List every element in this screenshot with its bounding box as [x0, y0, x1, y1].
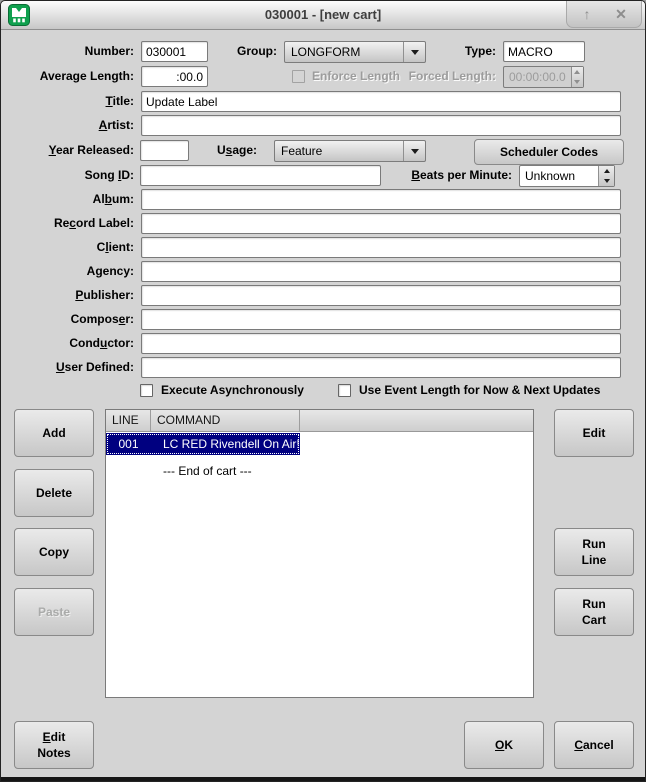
- copy-button[interactable]: Copy: [14, 528, 94, 576]
- use-event-length-checkbox[interactable]: [338, 384, 351, 397]
- album-label: Album:: [92, 192, 134, 206]
- macro-list-header: [106, 410, 533, 432]
- composer-input[interactable]: [141, 309, 621, 330]
- average-length-label: Average Length:: [39, 69, 134, 83]
- window-bottom-edge: [1, 777, 645, 781]
- agency-label: Agency:: [86, 264, 134, 278]
- add-button[interactable]: Add: [14, 409, 94, 457]
- year-released-input[interactable]: [140, 140, 189, 161]
- macro-line-row-selected[interactable]: 001 LC RED Rivendell On Air!: [106, 433, 300, 455]
- song-id-input[interactable]: [140, 165, 381, 186]
- delete-button[interactable]: Delete: [14, 469, 94, 517]
- line-column-header[interactable]: LINE: [106, 410, 151, 431]
- enforce-length-checkbox: [292, 70, 305, 83]
- beats-per-minute-label: Beats per Minute:: [411, 168, 512, 182]
- close-window-icon[interactable]: ✕: [615, 5, 627, 22]
- filler-column-header: [300, 410, 533, 431]
- year-released-label: Year Released:: [48, 143, 134, 157]
- number-input[interactable]: [141, 41, 208, 62]
- usage-select[interactable]: Feature: [274, 140, 426, 162]
- conductor-label: Conductor:: [69, 336, 134, 350]
- forced-length-label: Forced Length:: [408, 69, 496, 83]
- group-label: Group:: [237, 44, 277, 58]
- title-bar[interactable]: [1, 1, 645, 30]
- composer-label: Composer:: [70, 312, 134, 326]
- record-label-label: Record Label:: [53, 216, 134, 230]
- type-label: Type:: [464, 44, 496, 58]
- record-label-input[interactable]: [141, 213, 621, 234]
- average-length-input[interactable]: [141, 66, 208, 87]
- chevron-down-icon: [403, 141, 425, 161]
- publisher-label: Publisher:: [75, 288, 134, 302]
- number-label: Number:: [84, 44, 134, 58]
- execute-asynchronously-checkbox[interactable]: [140, 384, 153, 397]
- execute-asynchronously-label: Execute Asynchronously: [161, 383, 304, 397]
- spinner-arrows-icon[interactable]: [598, 166, 614, 186]
- client-input[interactable]: [141, 237, 621, 258]
- usage-label: Usage:: [216, 143, 257, 157]
- shade-window-icon[interactable]: ↑: [583, 6, 591, 22]
- artist-input[interactable]: [141, 115, 621, 136]
- beats-per-minute-spinner[interactable]: Unknown: [519, 165, 615, 187]
- scheduler-codes-button[interactable]: Scheduler Codes: [474, 139, 624, 165]
- run-cart-button[interactable]: Run Cart: [554, 588, 634, 636]
- end-of-cart-marker: --- End of cart ---: [163, 464, 252, 478]
- edit-button[interactable]: Edit: [554, 409, 634, 457]
- paste-button: Paste: [14, 588, 94, 636]
- enforce-length-label: Enforce Length: [312, 69, 401, 83]
- type-input[interactable]: [503, 41, 585, 62]
- use-event-length-label: Use Event Length for Now & Next Updates: [359, 383, 601, 397]
- cancel-button[interactable]: Cancel: [554, 721, 634, 769]
- agency-input[interactable]: [141, 261, 621, 282]
- conductor-input[interactable]: [141, 333, 621, 354]
- album-input[interactable]: [141, 189, 621, 210]
- window-title: 030001 - [new cart]: [264, 7, 382, 22]
- forced-length-spinner: 00:00:00.0: [503, 66, 584, 88]
- title-label: Title:: [105, 94, 134, 108]
- song-id-label: Song ID:: [84, 168, 134, 182]
- command-column-header[interactable]: COMMAND: [151, 410, 300, 431]
- window-controls: [566, 1, 642, 28]
- user-defined-label: User Defined:: [55, 360, 134, 374]
- chevron-down-icon: [403, 42, 425, 62]
- run-line-button[interactable]: Run Line: [554, 528, 634, 576]
- publisher-input[interactable]: [141, 285, 621, 306]
- artist-label: Artist:: [98, 118, 134, 132]
- client-label: Client:: [96, 240, 134, 254]
- user-defined-input[interactable]: [141, 357, 621, 378]
- title-input[interactable]: [141, 91, 621, 112]
- spinner-arrows-icon: [571, 67, 583, 87]
- macro-line-list[interactable]: [105, 409, 534, 698]
- edit-notes-button[interactable]: Edit Notes: [14, 721, 94, 769]
- group-select[interactable]: LONGFORM: [284, 41, 426, 63]
- ok-button[interactable]: OK: [464, 721, 544, 769]
